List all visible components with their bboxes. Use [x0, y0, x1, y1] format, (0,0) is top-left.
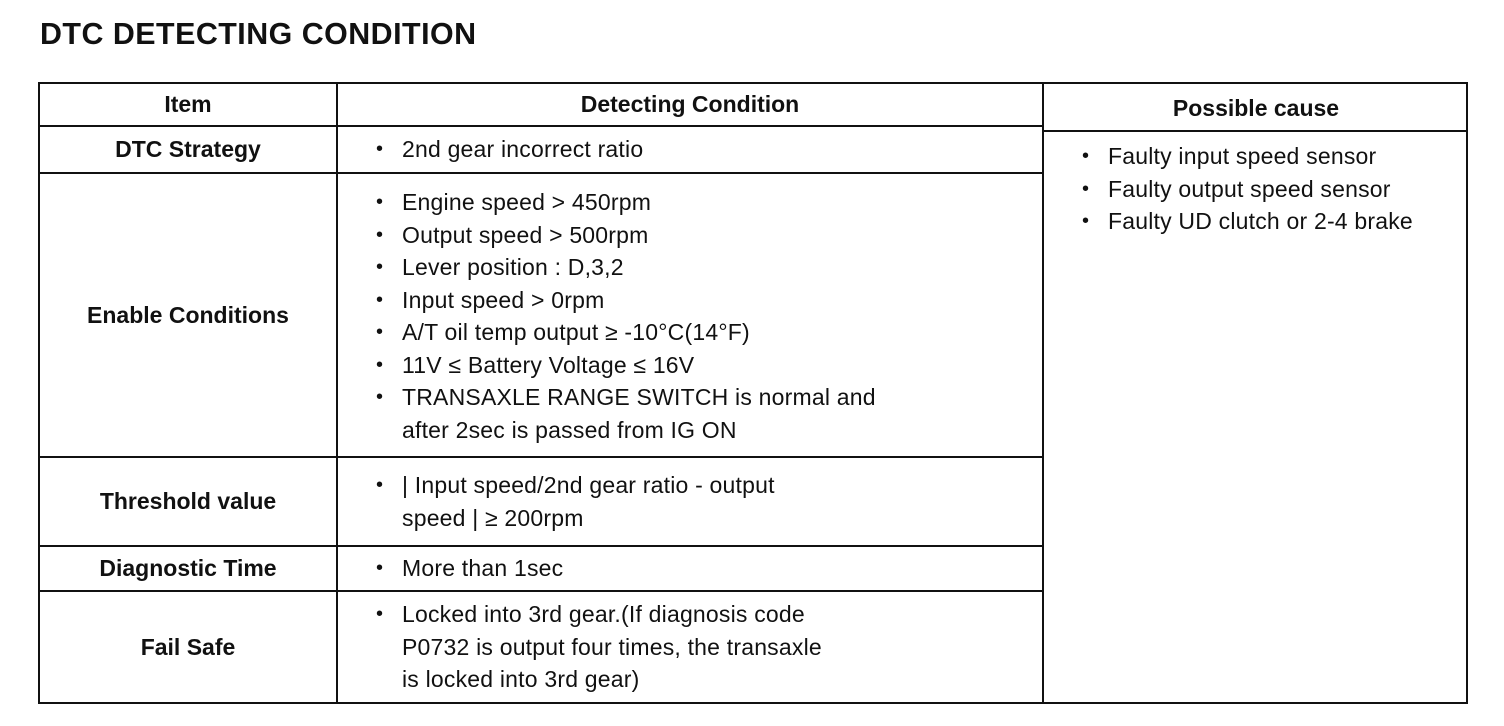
row-conditions-enable-conditions: [370, 186, 1030, 448]
row-label-diagnostic-time: Diagnostic Time: [99, 555, 277, 581]
list-item-line: • Locked into 3rd gear.(If diagnosis code: [402, 601, 805, 628]
dtc-condition-table: [38, 82, 1468, 704]
list-item-line: is locked into 3rd gear): [402, 666, 640, 693]
list-item: • A/T oil temp output ≥ -10°C(14°F): [370, 316, 876, 349]
row-label-dtc-strategy: DTC Strategy: [115, 136, 261, 162]
list-item: • 11V ≤ Battery Voltage ≤ 16V: [370, 349, 876, 382]
list-item-line: P0732 is output four times, the transaxle: [402, 633, 822, 660]
row-label-enable-conditions: Enable Conditions: [87, 301, 289, 328]
list-item-line: speed | ≥ 200rpm: [402, 504, 584, 531]
row-conditions-threshold-value: [370, 458, 1030, 545]
possible-causes-list: [1076, 140, 1466, 250]
list-item: • Input speed > 0rpm: [370, 284, 876, 317]
page-title: DTC DETECTING CONDITION: [40, 16, 477, 51]
list-item: • 2nd gear incorrect ratio: [370, 133, 643, 166]
row-conditions-diagnostic-time: [370, 547, 1030, 590]
list-item: [370, 598, 822, 696]
row-conditions-fail-safe: [370, 592, 1030, 702]
column-divider: [1042, 84, 1044, 702]
list-item: • Engine speed > 450rpm: [370, 186, 876, 219]
list-item: • Faulty input speed sensor: [1076, 140, 1413, 173]
list-item: • Faulty UD clutch or 2-4 brake: [1076, 205, 1413, 238]
header-detecting-condition: Detecting Condition: [580, 91, 800, 117]
list-item-line: • TRANSAXLE RANGE SWITCH is normal and: [402, 384, 876, 410]
row-divider: [1042, 130, 1468, 132]
row-label-fail-safe: Fail Safe: [140, 633, 236, 660]
list-item: [370, 381, 876, 446]
header-item: Item: [164, 91, 212, 117]
row-conditions-dtc-strategy: [370, 127, 1030, 172]
list-item: [370, 469, 775, 534]
list-item: • Faulty output speed sensor: [1076, 173, 1413, 206]
list-item: • Lever position : D,3,2: [370, 251, 876, 284]
header-possible-cause: Possible cause: [1172, 94, 1340, 121]
list-item: • Output speed > 500rpm: [370, 219, 876, 252]
list-item-line: after 2sec is passed from IG ON: [402, 416, 737, 443]
list-item-line: • | Input speed/2nd gear ratio - output: [402, 472, 775, 498]
row-label-threshold-value: Threshold value: [99, 488, 277, 514]
list-item: • More than 1sec: [370, 552, 563, 585]
column-divider: [336, 84, 338, 702]
